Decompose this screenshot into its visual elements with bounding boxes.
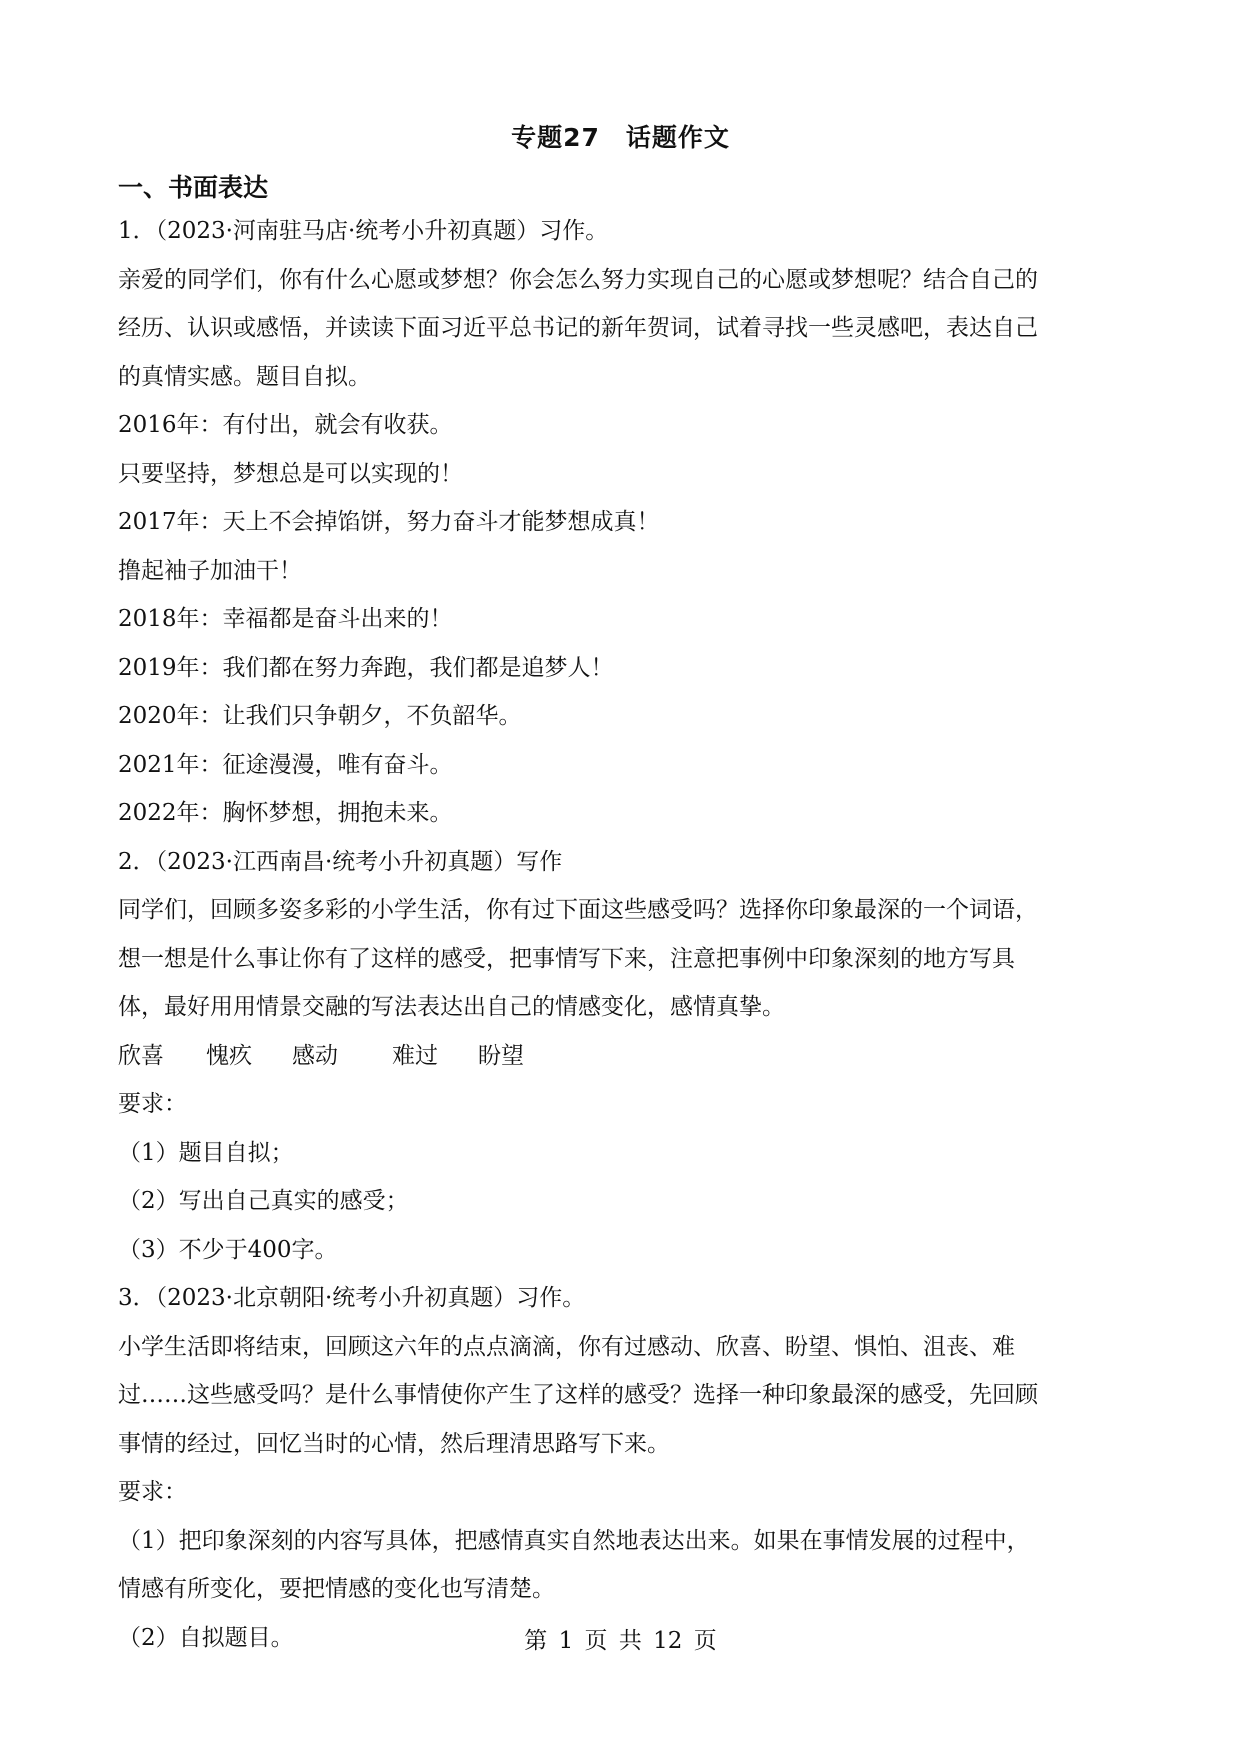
new-year-quote: 2016年：有付出，就会有收获。: [118, 412, 453, 438]
emotion-word: 愧疚: [206, 1042, 252, 1069]
emotion-word: 欣喜: [118, 1042, 164, 1069]
requirement-item: （1）题目自拟；: [118, 1139, 294, 1166]
emotion-word: 感动: [292, 1042, 338, 1069]
question-1-header: 1．（2023·河南驻马店·统考小升初真题）习作。: [118, 218, 609, 244]
section-heading: 一、书面表达: [118, 173, 269, 202]
requirements-label: 要求：: [118, 1091, 187, 1117]
requirement-item: （3）不少于400字。: [118, 1236, 338, 1263]
page-title: 专题27 话题作文: [511, 123, 730, 152]
emotion-word: 难过: [392, 1042, 438, 1069]
new-year-quote: 2021年：征途漫漫，唯有奋斗。: [118, 751, 453, 778]
question-3-header: 3．（2023·北京朝阳·统考小升初真题）习作。: [118, 1285, 586, 1311]
emotion-word-list: [118, 1032, 1123, 1081]
question-2-prompt-line: 想一想是什么事让你有了这样的感受，把事情写下来，注意把事例中印象深刻的地方写具: [118, 945, 1015, 972]
requirement-item: （1）把印象深刻的内容写具体，把感情真实自然地表达出来。如果在事情发展的过程中，: [118, 1527, 1030, 1554]
question-3-prompt-line: 过……这些感受吗？是什么事情使你产生了这样的感受？选择一种印象最深的感受，先回顾: [118, 1382, 1038, 1408]
new-year-quote: 2020年：让我们只争朝夕，不负韶华。: [118, 703, 522, 729]
question-3-prompt-line: 小学生活即将结束，回顾这六年的点点滴滴，你有过感动、欣喜、盼望、惧怕、沮丧、难: [118, 1333, 1015, 1360]
question-1-prompt-line: 经历、认识或感悟，并读读下面习近平总书记的新年贺词，试着寻找一些灵感吧，表达自己: [118, 315, 1038, 341]
new-year-quote: 2018年：幸福都是奋斗出来的！: [118, 606, 453, 632]
page-footer: 第 1 页 共 12 页: [524, 1628, 717, 1654]
question-2-header: 2．（2023·江西南昌·统考小升初真题）写作: [118, 848, 563, 875]
question-1-prompt-line: 亲爱的同学们，你有什么心愿或梦想？你会怎么努力实现自己的心愿或梦想呢？结合自己的: [118, 266, 1038, 293]
requirement-item: （2）自拟题目。: [118, 1624, 294, 1651]
new-year-quote: 2017年：天上不会掉馅饼，努力奋斗才能梦想成真！: [118, 509, 660, 535]
new-year-quote: 2019年：我们都在努力奔跑，我们都是追梦人！: [118, 654, 614, 681]
new-year-quote: 撸起袖子加油干！: [118, 557, 302, 584]
question-1-prompt-line: 的真情实感。题目自拟。: [118, 363, 371, 390]
requirements-label: 要求：: [118, 1479, 187, 1505]
emotion-word: 盼望: [478, 1042, 524, 1069]
requirement-item: （2）写出自己真实的感受；: [118, 1188, 409, 1214]
new-year-quote: 2022年：胸怀梦想，拥抱未来。: [118, 800, 453, 826]
new-year-quote: 只要坚持，梦想总是可以实现的！: [118, 460, 463, 487]
question-2-prompt-line: 体，最好用用情景交融的写法表达出自己的情感变化，感情真挚。: [118, 994, 785, 1020]
question-2-prompt-line: 同学们，回顾多姿多彩的小学生活，你有过下面这些感受吗？选择你印象最深的一个词语，: [118, 897, 1038, 923]
document-body: [118, 207, 1123, 1662]
requirement-item: 情感有所变化，要把情感的变化也写清楚。: [118, 1576, 555, 1602]
question-3-prompt-line: 事情的经过，回忆当时的心情，然后理清思路写下来。: [118, 1430, 670, 1457]
